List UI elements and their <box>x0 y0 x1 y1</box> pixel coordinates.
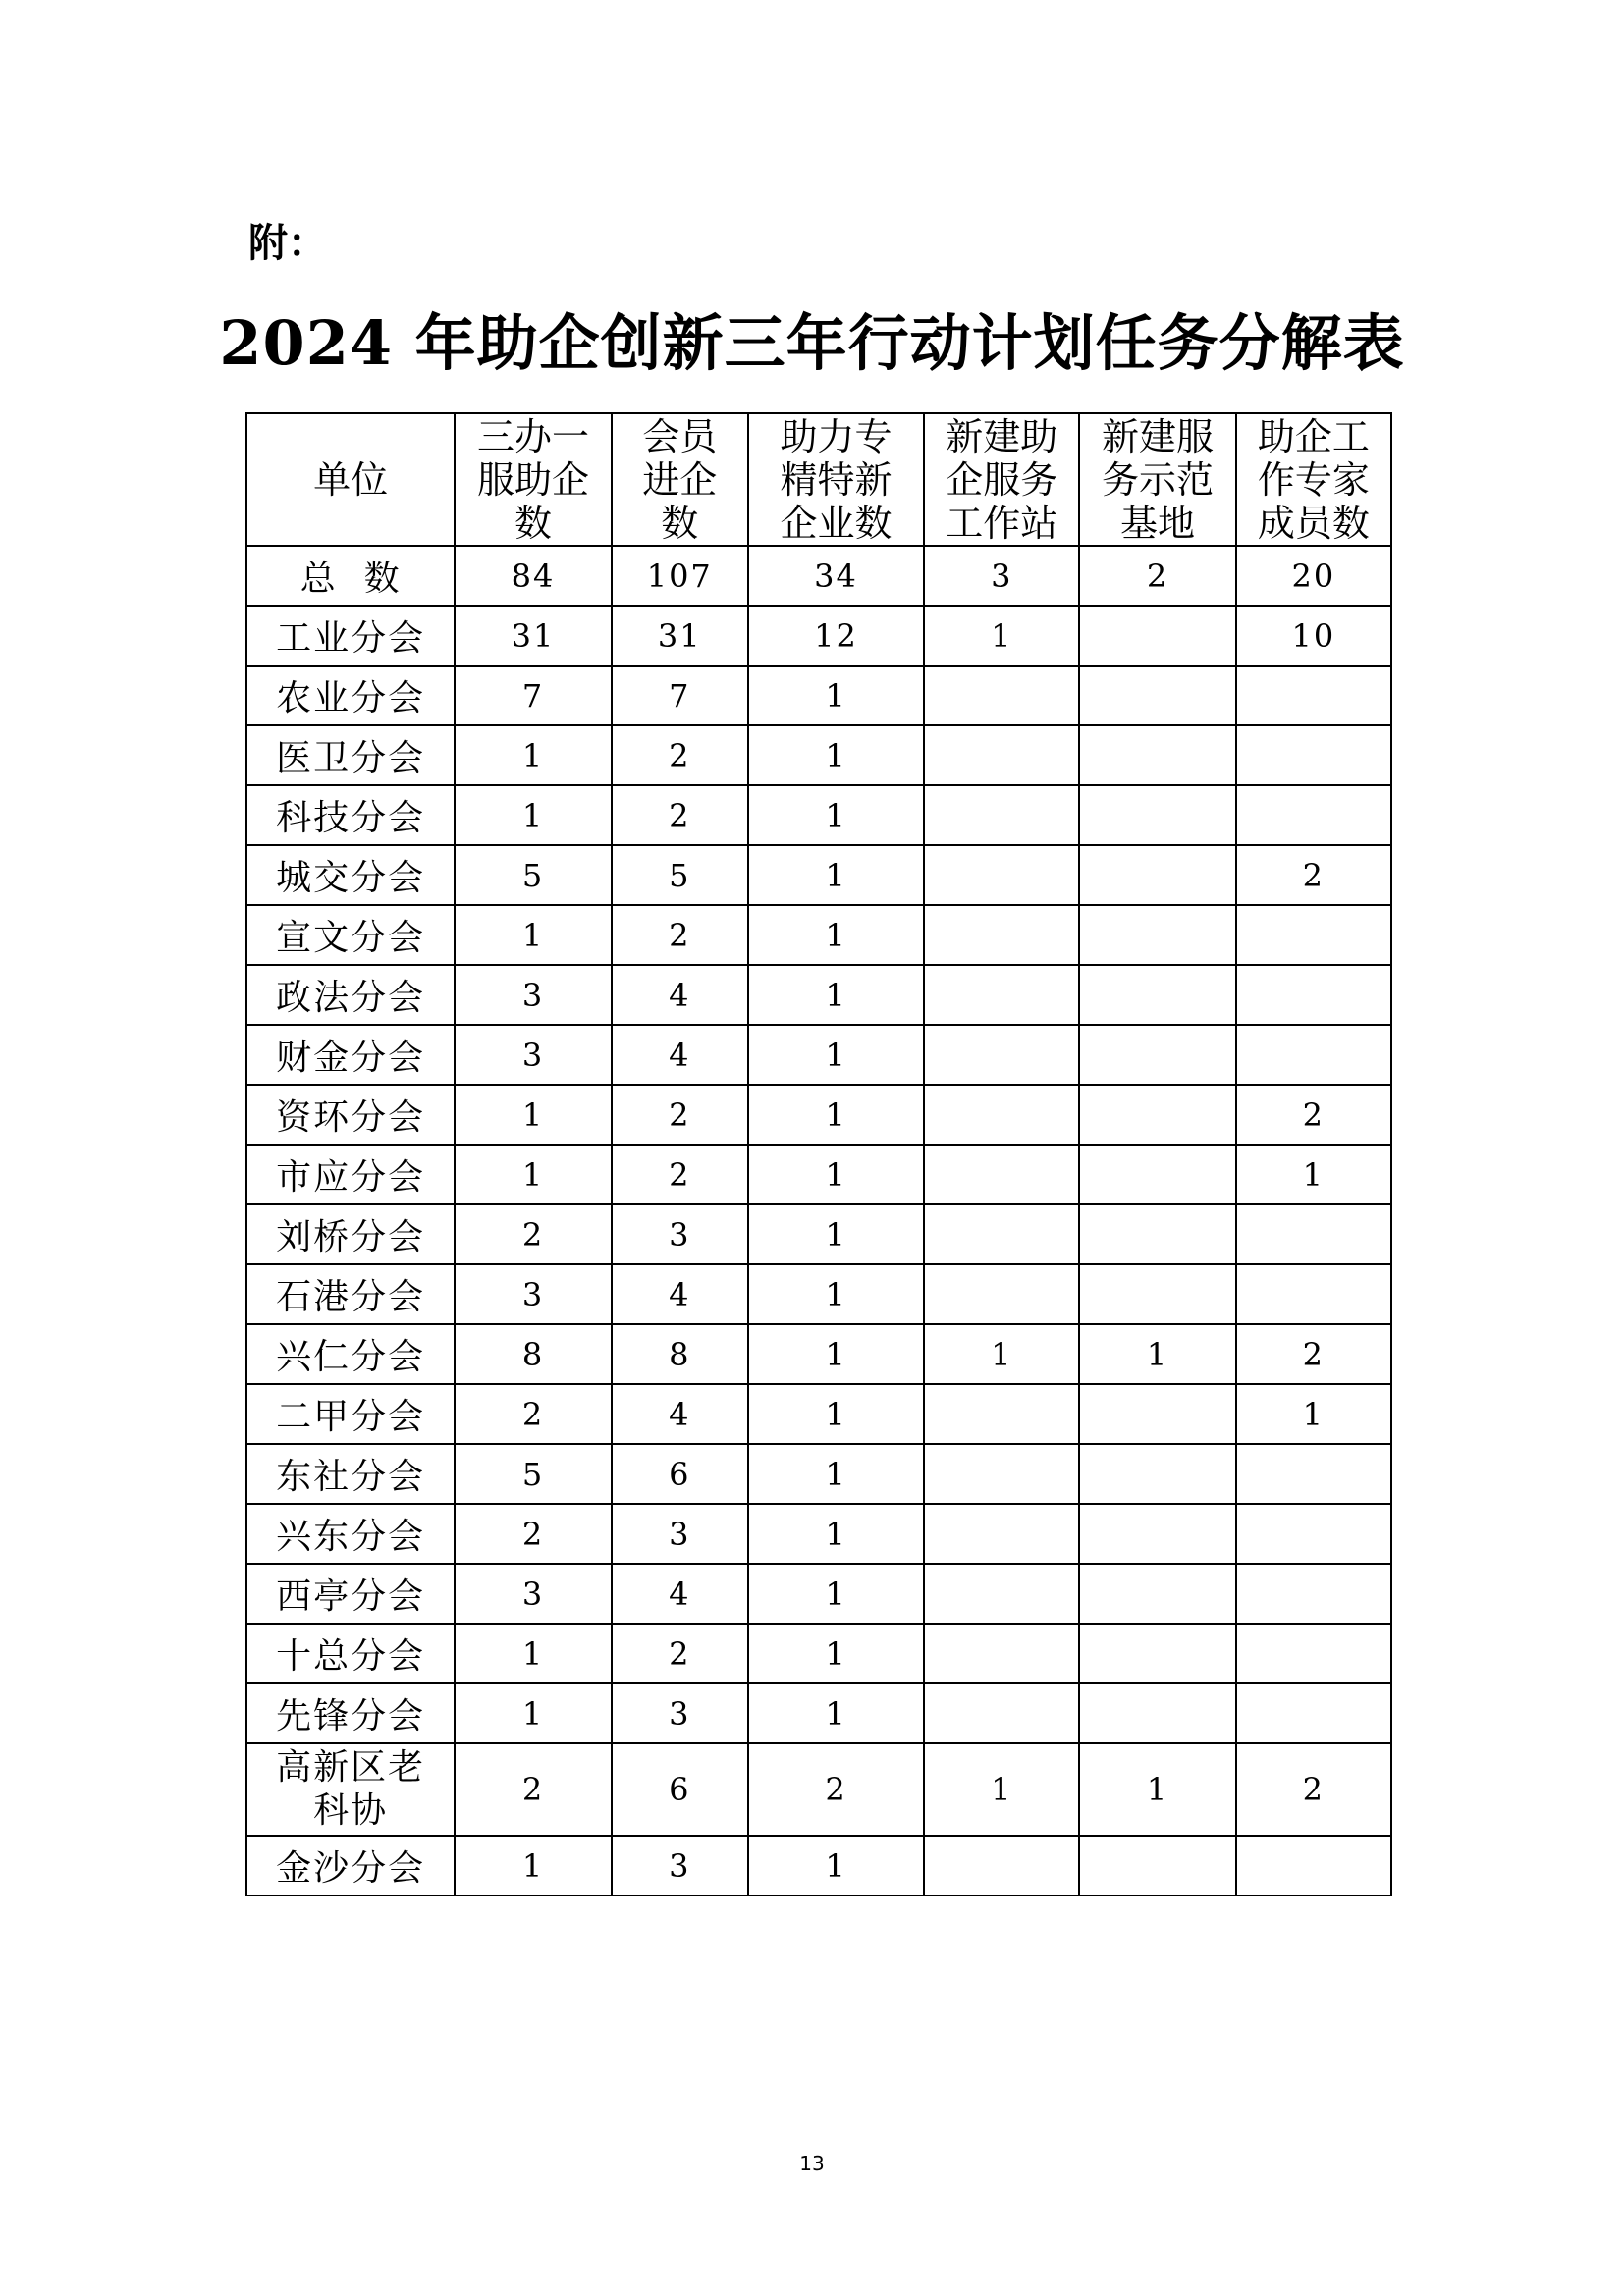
table-row <box>246 1025 1391 1085</box>
header-line: 务示范 <box>1102 457 1215 502</box>
unit-line: 石港分会 <box>276 1277 426 1317</box>
value-cell <box>1079 1264 1235 1324</box>
value-cell: 1 <box>455 725 611 785</box>
table-row <box>246 546 1391 606</box>
unit-line: 工业分会 <box>276 618 426 659</box>
value-cell <box>924 1564 1079 1624</box>
unit-cell <box>246 1683 455 1743</box>
value-cell <box>1079 1085 1235 1145</box>
value-cell: 1 <box>748 785 924 845</box>
value-cell: 1 <box>1079 1324 1235 1384</box>
value-cell: 4 <box>612 965 748 1025</box>
header-line: 新建服 <box>1102 414 1215 458</box>
unit-cell <box>246 606 455 666</box>
value-cell: 2 <box>1236 1085 1391 1145</box>
unit-line: 资环分会 <box>276 1097 426 1138</box>
unit-line: 城交分会 <box>276 858 426 898</box>
value-cell: 34 <box>748 546 924 606</box>
value-cell <box>1236 725 1391 785</box>
value-cell: 7 <box>455 666 611 725</box>
value-cell: 2 <box>612 1624 748 1683</box>
header-line: 新建助 <box>946 414 1058 458</box>
value-cell <box>924 725 1079 785</box>
header-line: 助企工 <box>1257 414 1370 458</box>
value-cell: 3 <box>455 1264 611 1324</box>
unit-line: 总 数 <box>299 559 402 599</box>
header-line: 作专家 <box>1257 457 1370 502</box>
table-body <box>246 546 1391 1896</box>
header-line: 工作站 <box>946 501 1058 545</box>
value-cell <box>1079 1025 1235 1085</box>
value-cell <box>924 1624 1079 1683</box>
value-cell: 2 <box>455 1504 611 1564</box>
header-line: 数 <box>661 501 699 545</box>
value-cell <box>1236 905 1391 965</box>
value-cell: 3 <box>612 1836 748 1896</box>
table-row <box>246 785 1391 845</box>
attachment-label: 附： <box>248 221 327 266</box>
header-line: 三办一 <box>476 414 589 458</box>
table-row <box>246 1324 1391 1384</box>
value-cell: 1 <box>748 1264 924 1324</box>
unit-line: 医卫分会 <box>276 738 426 778</box>
value-cell: 6 <box>612 1743 748 1836</box>
unit-line: 兴仁分会 <box>276 1337 426 1377</box>
unit-line: 科协 <box>313 1790 389 1831</box>
value-cell: 1 <box>1079 1743 1235 1836</box>
value-cell: 2 <box>455 1743 611 1836</box>
unit-line: 金沙分会 <box>276 1848 426 1889</box>
unit-line: 西亭分会 <box>276 1576 426 1617</box>
unit-cell <box>246 1204 455 1264</box>
value-cell: 31 <box>612 606 748 666</box>
header-line: 助力专 <box>780 414 893 458</box>
value-cell: 1 <box>748 905 924 965</box>
value-cell: 1 <box>748 1324 924 1384</box>
value-cell: 1 <box>748 1025 924 1085</box>
page-number: 13 <box>799 2152 825 2175</box>
value-cell <box>1079 606 1235 666</box>
unit-line: 刘桥分会 <box>276 1217 426 1257</box>
value-cell: 3 <box>612 1204 748 1264</box>
unit-cell <box>246 1743 455 1836</box>
value-cell: 10 <box>1236 606 1391 666</box>
unit-cell <box>246 1444 455 1504</box>
table-row <box>246 845 1391 905</box>
unit-cell <box>246 1145 455 1204</box>
header-line: 基地 <box>1120 501 1196 545</box>
table-row <box>246 905 1391 965</box>
table-row <box>246 1204 1391 1264</box>
value-cell <box>1079 1624 1235 1683</box>
table-row <box>246 1624 1391 1683</box>
unit-cell <box>246 965 455 1025</box>
header-line: 进企 <box>642 457 718 502</box>
table-row <box>246 1683 1391 1743</box>
value-cell: 1 <box>455 1836 611 1896</box>
value-cell: 3 <box>924 546 1079 606</box>
value-cell <box>1236 1683 1391 1743</box>
table-row <box>246 965 1391 1025</box>
value-cell: 12 <box>748 606 924 666</box>
value-cell <box>1236 1204 1391 1264</box>
value-cell: 1 <box>748 1204 924 1264</box>
unit-cell <box>246 785 455 845</box>
value-cell: 3 <box>612 1683 748 1743</box>
header-line: 精特新 <box>780 457 893 502</box>
page-title: 2024 年助企创新三年行动计划任务分解表 <box>219 307 1405 379</box>
value-cell: 1 <box>455 785 611 845</box>
header-line: 数 <box>514 501 552 545</box>
value-cell: 1 <box>748 1564 924 1624</box>
value-cell: 1 <box>1236 1384 1391 1444</box>
value-cell: 1 <box>748 1384 924 1444</box>
value-cell: 20 <box>1236 546 1391 606</box>
value-cell: 2 <box>1079 546 1235 606</box>
unit-cell <box>246 1624 455 1683</box>
value-cell: 1 <box>748 725 924 785</box>
value-cell <box>1236 1624 1391 1683</box>
value-cell: 1 <box>924 1324 1079 1384</box>
value-cell <box>924 1444 1079 1504</box>
unit-cell <box>246 1836 455 1896</box>
unit-cell <box>246 546 455 606</box>
value-cell <box>1236 1264 1391 1324</box>
value-cell <box>1079 1145 1235 1204</box>
value-cell: 2 <box>1236 1743 1391 1836</box>
value-cell: 1 <box>455 905 611 965</box>
value-cell: 2 <box>612 725 748 785</box>
value-cell <box>1079 1204 1235 1264</box>
value-cell: 1 <box>748 1085 924 1145</box>
unit-line: 十总分会 <box>276 1636 426 1677</box>
value-cell: 1 <box>924 1743 1079 1836</box>
value-cell <box>924 1204 1079 1264</box>
unit-cell <box>246 1025 455 1085</box>
value-cell: 107 <box>612 546 748 606</box>
table-row <box>246 1564 1391 1624</box>
unit-cell <box>246 1504 455 1564</box>
unit-line: 科技分会 <box>276 798 426 838</box>
value-cell <box>1079 1564 1235 1624</box>
header-col-6 <box>1236 413 1391 546</box>
value-cell <box>924 905 1079 965</box>
value-cell <box>1236 666 1391 725</box>
value-cell <box>1079 965 1235 1025</box>
unit-cell <box>246 1564 455 1624</box>
value-cell <box>1079 725 1235 785</box>
value-cell <box>1079 1683 1235 1743</box>
value-cell: 1 <box>455 1085 611 1145</box>
unit-cell <box>246 1264 455 1324</box>
value-cell: 5 <box>455 845 611 905</box>
value-cell: 7 <box>612 666 748 725</box>
value-cell: 2 <box>612 1085 748 1145</box>
value-cell <box>924 1025 1079 1085</box>
unit-line: 财金分会 <box>276 1038 426 1078</box>
unit-line: 东社分会 <box>276 1457 426 1497</box>
value-cell: 1 <box>748 1836 924 1896</box>
value-cell: 31 <box>455 606 611 666</box>
unit-cell <box>246 905 455 965</box>
value-cell: 2 <box>455 1384 611 1444</box>
value-cell: 1 <box>748 845 924 905</box>
value-cell: 4 <box>612 1264 748 1324</box>
unit-line: 高新区老 <box>276 1747 426 1788</box>
value-cell <box>1236 965 1391 1025</box>
value-cell: 6 <box>612 1444 748 1504</box>
value-cell: 1 <box>748 1504 924 1564</box>
value-cell: 3 <box>455 965 611 1025</box>
value-cell <box>924 666 1079 725</box>
unit-cell <box>246 1324 455 1384</box>
value-cell <box>1236 785 1391 845</box>
value-cell <box>924 1836 1079 1896</box>
value-cell <box>924 1145 1079 1204</box>
value-cell <box>1079 905 1235 965</box>
unit-line: 农业分会 <box>276 678 426 719</box>
value-cell: 5 <box>455 1444 611 1504</box>
table-row <box>246 1504 1391 1564</box>
header-col-2 <box>612 413 748 546</box>
value-cell: 1 <box>455 1145 611 1204</box>
unit-line: 先锋分会 <box>276 1696 426 1736</box>
header-unit <box>246 413 455 546</box>
unit-line: 市应分会 <box>276 1157 426 1198</box>
unit-cell <box>246 666 455 725</box>
value-cell <box>924 965 1079 1025</box>
value-cell: 3 <box>612 1504 748 1564</box>
value-cell: 3 <box>455 1564 611 1624</box>
unit-cell <box>246 725 455 785</box>
table-row <box>246 1836 1391 1896</box>
value-cell <box>924 1085 1079 1145</box>
value-cell <box>1079 1384 1235 1444</box>
header-col-4 <box>924 413 1079 546</box>
value-cell: 1 <box>748 666 924 725</box>
value-cell <box>924 1683 1079 1743</box>
table-row <box>246 606 1391 666</box>
value-cell: 3 <box>455 1025 611 1085</box>
value-cell: 2 <box>612 1145 748 1204</box>
table-row <box>246 725 1391 785</box>
value-cell <box>1079 1836 1235 1896</box>
value-cell: 84 <box>455 546 611 606</box>
table-row <box>246 1145 1391 1204</box>
unit-cell <box>246 1085 455 1145</box>
table-header-row <box>246 413 1391 546</box>
value-cell: 4 <box>612 1564 748 1624</box>
unit-line: 宣文分会 <box>276 918 426 958</box>
value-cell: 4 <box>612 1025 748 1085</box>
value-cell: 8 <box>455 1324 611 1384</box>
value-cell: 4 <box>612 1384 748 1444</box>
value-cell <box>1079 845 1235 905</box>
value-cell: 2 <box>455 1204 611 1264</box>
value-cell <box>1079 785 1235 845</box>
value-cell <box>1079 1444 1235 1504</box>
header-col-1 <box>455 413 611 546</box>
table-row <box>246 666 1391 725</box>
value-cell <box>924 1264 1079 1324</box>
value-cell <box>924 845 1079 905</box>
header-line: 成员数 <box>1257 501 1370 545</box>
value-cell: 2 <box>1236 845 1391 905</box>
value-cell: 1 <box>924 606 1079 666</box>
value-cell <box>1236 1836 1391 1896</box>
value-cell <box>1236 1444 1391 1504</box>
unit-line: 二甲分会 <box>276 1397 426 1437</box>
value-cell: 8 <box>612 1324 748 1384</box>
value-cell <box>1079 666 1235 725</box>
value-cell: 1 <box>748 1683 924 1743</box>
value-cell: 2 <box>748 1743 924 1836</box>
value-cell <box>924 1384 1079 1444</box>
table-row <box>246 1444 1391 1504</box>
header-line: 服助企 <box>476 457 589 502</box>
unit-cell <box>246 1384 455 1444</box>
table-row <box>246 1743 1391 1836</box>
value-cell <box>924 1504 1079 1564</box>
unit-line: 兴东分会 <box>276 1517 426 1557</box>
value-cell: 1 <box>748 1145 924 1204</box>
value-cell <box>1236 1564 1391 1624</box>
header-col-5 <box>1079 413 1235 546</box>
value-cell: 1 <box>455 1683 611 1743</box>
unit-line: 政法分会 <box>276 978 426 1018</box>
value-cell: 1 <box>748 1624 924 1683</box>
value-cell: 1 <box>748 1444 924 1504</box>
value-cell: 2 <box>1236 1324 1391 1384</box>
value-cell: 2 <box>612 785 748 845</box>
value-cell <box>1236 1504 1391 1564</box>
value-cell: 1 <box>455 1624 611 1683</box>
table-row <box>246 1384 1391 1444</box>
value-cell: 1 <box>1236 1145 1391 1204</box>
task-breakdown-table <box>245 412 1392 1896</box>
value-cell <box>1079 1504 1235 1564</box>
header-line: 单位 <box>313 457 389 502</box>
value-cell: 1 <box>748 965 924 1025</box>
value-cell: 5 <box>612 845 748 905</box>
table-row <box>246 1085 1391 1145</box>
value-cell: 2 <box>612 905 748 965</box>
value-cell <box>1236 1025 1391 1085</box>
table-row <box>246 1264 1391 1324</box>
header-col-3 <box>748 413 924 546</box>
header-line: 企业数 <box>780 501 893 545</box>
header-line: 企服务 <box>946 457 1058 502</box>
unit-cell <box>246 845 455 905</box>
header-line: 会员 <box>642 414 718 458</box>
value-cell <box>924 785 1079 845</box>
